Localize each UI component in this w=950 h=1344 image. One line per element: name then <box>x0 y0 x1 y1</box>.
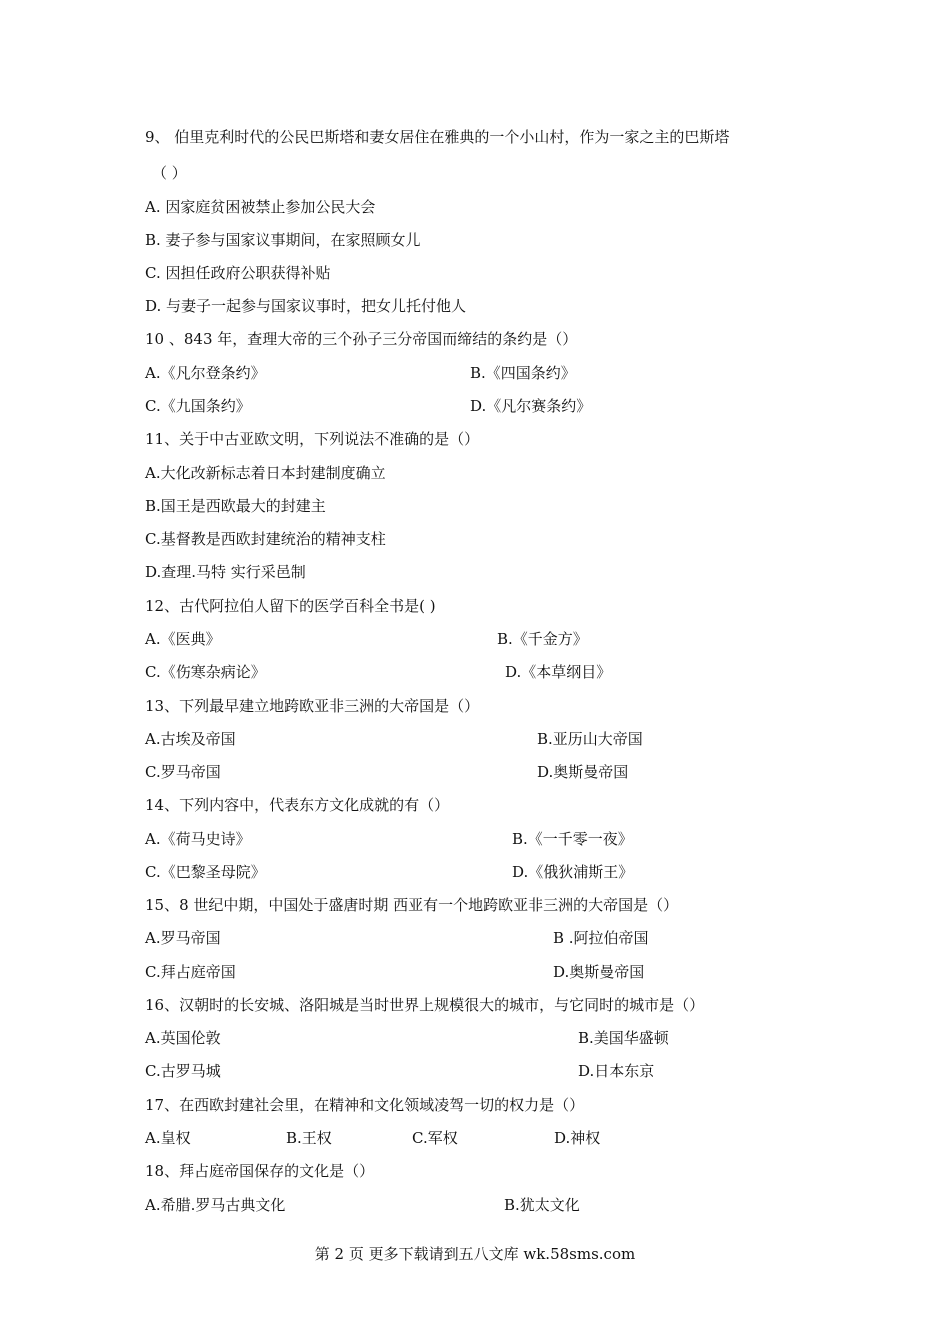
question-16-option-b: B.美国华盛顿 <box>578 1029 669 1047</box>
page-footer: 第 2 页 更多下载请到五八文库 wk.58sms.com <box>314 1245 636 1263</box>
question-18-stem: 18、拜占庭帝国保存的文化是（） <box>145 1162 375 1180</box>
question-11-option-d: D.查理.马特 实行采邑制 <box>145 563 306 581</box>
question-14-option-a: A.《荷马史诗》 <box>145 830 251 848</box>
question-18-option-b: B.犹太文化 <box>504 1196 580 1214</box>
question-15-option-a: A.罗马帝国 <box>145 929 221 947</box>
question-10-option-b: B.《四国条约》 <box>470 364 576 382</box>
question-16-stem: 16、汉朝时的长安城、洛阳城是当时世界上规模很大的城市，与它同时的城市是（） <box>145 996 705 1014</box>
question-17-option-a: A.皇权 <box>145 1129 191 1147</box>
question-14-option-c: C.《巴黎圣母院》 <box>145 863 266 881</box>
question-13-option-b: B.亚历山大帝国 <box>537 730 643 748</box>
question-9-option-a: A. 因家庭贫困被禁止参加公民大会 <box>145 198 376 216</box>
question-12-option-a: A.《医典》 <box>145 630 221 648</box>
question-15-option-c: C.拜占庭帝国 <box>145 963 236 981</box>
question-11-option-b: B.国王是西欧最大的封建主 <box>145 497 326 515</box>
question-18-option-a: A.希腊.罗马古典文化 <box>145 1196 286 1214</box>
question-17-option-b: B.王权 <box>286 1129 332 1147</box>
question-12-option-d: D.《本草纲目》 <box>505 663 612 681</box>
question-13-option-d: D.奥斯曼帝国 <box>537 763 629 781</box>
question-14-option-d: D.《俄狄浦斯王》 <box>512 863 634 881</box>
question-11-option-a: A.大化改新标志着日本封建制度确立 <box>145 464 386 482</box>
question-14-stem: 14、下列内容中，代表东方文化成就的有（） <box>145 796 450 814</box>
question-9-option-b: B. 妻子参与国家议事期间，在家照顾女儿 <box>145 231 421 249</box>
question-17-option-d: D.神权 <box>554 1129 601 1147</box>
question-12-option-b: B.《千金方》 <box>497 630 588 648</box>
question-15-stem: 15、8 世纪中期，中国处于盛唐时期 西亚有一个地跨欧亚非三洲的大帝国是（） <box>145 896 679 914</box>
question-10-option-a: A.《凡尔登条约》 <box>145 364 266 382</box>
question-11-stem: 11、关于中古亚欧文明，下列说法不准确的是（） <box>145 430 480 448</box>
question-10-stem: 10 、843 年，查理大帝的三个孙子三分帝国而缔结的条约是（） <box>145 330 578 348</box>
question-15-option-d: D.奥斯曼帝国 <box>553 963 645 981</box>
question-16-option-d: D.日本东京 <box>578 1062 655 1080</box>
question-17-stem: 17、在西欧封建社会里，在精神和文化领域凌驾一切的权力是（） <box>145 1096 585 1114</box>
question-13-option-a: A.古埃及帝国 <box>145 730 236 748</box>
question-12-stem: 12、古代阿拉伯人留下的医学百科全书是( ) <box>145 597 436 615</box>
question-16-option-c: C.古罗马城 <box>145 1062 221 1080</box>
question-16-option-a: A.英国伦敦 <box>145 1029 221 1047</box>
question-10-option-c: C.《九国条约》 <box>145 397 251 415</box>
question-17-option-c: C.军权 <box>412 1129 458 1147</box>
question-10-option-d: D.《凡尔赛条约》 <box>470 397 592 415</box>
question-9-option-c: C. 因担任政府公职获得补贴 <box>145 264 331 282</box>
question-12-option-c: C.《伤寒杂病论》 <box>145 663 266 681</box>
question-9-stem-continued: （ ） <box>152 164 187 182</box>
question-11-option-c: C.基督教是西欧封建统治的精神支柱 <box>145 530 386 548</box>
question-9-option-d: D. 与妻子一起参与国家议事时，把女儿托付他人 <box>145 297 467 315</box>
question-14-option-b: B.《一千零一夜》 <box>512 830 633 848</box>
question-13-stem: 13、下列最早建立地跨欧亚非三洲的大帝国是（） <box>145 697 480 715</box>
question-9-stem: 9、 伯里克利时代的公民巴斯塔和妻女居住在雅典的一个小山村，作为一家之主的巴斯塔 <box>145 128 730 146</box>
question-15-option-b: B .阿拉伯帝国 <box>553 929 649 947</box>
question-13-option-c: C.罗马帝国 <box>145 763 221 781</box>
